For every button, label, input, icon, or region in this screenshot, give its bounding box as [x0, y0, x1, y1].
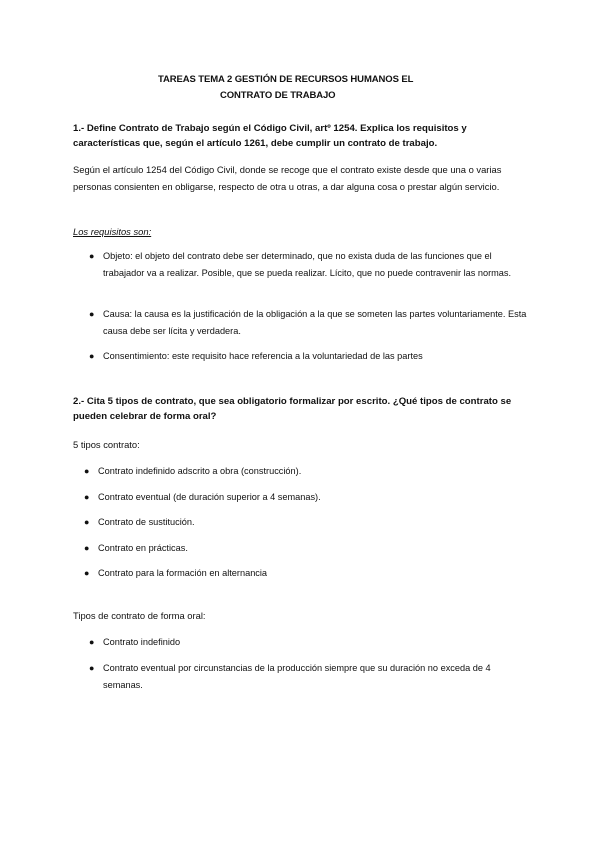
bullet-icon: ●	[89, 251, 95, 261]
bullet-icon: ●	[84, 466, 90, 476]
contrato-oral-text: Contrato eventual por circunstancias de la producción siempre que su duración no exceda de 4 semanas.	[103, 663, 491, 690]
bullet-icon: ●	[84, 543, 90, 553]
question-1-heading: 1.- Define Contrato de Trabajo según el Código Civil, artº 1254. Explica los requisitos y características que, según el artículo 1261, debe cumplir un contrato de trabajo.	[73, 123, 467, 149]
tipo-contrato-item	[84, 463, 528, 480]
bullet-icon: ●	[84, 568, 90, 578]
requisitos-label: Los requisitos son:	[73, 226, 152, 237]
requisito-consentimiento-text: Consentimiento: este requisito hace referencia a la voluntariedad de las partes	[103, 351, 423, 361]
document-title-line-1: TAREAS TEMA 2 GESTIÓN DE RECURSOS HUMANOS EL	[158, 74, 414, 85]
question-1-answer: Según el artículo 1254 del Código Civil, donde se recoge que el contrato existe desde que una o varias personas consienten en obligarse, respecto de otra u otras, a dar alguna cosa o prestar algún servicio.	[73, 164, 502, 192]
requisito-objeto	[89, 248, 533, 282]
tipo-contrato-item	[84, 565, 528, 582]
question-2-heading: 2.- Cita 5 tipos de contrato, que sea obligatorio formalizar por escrito. ¿Qué tipos de contrato se pueden celebrar de forma oral?	[73, 396, 512, 422]
contrato-oral-item	[89, 660, 533, 694]
bullet-icon: ●	[89, 663, 95, 673]
tipo-contrato-text: Contrato indefinido adscrito a obra (construcción).	[98, 466, 302, 476]
tipo-contrato-text: Contrato eventual (de duración superior a 4 semanas).	[98, 492, 321, 502]
contrato-oral-item	[89, 634, 533, 651]
bullet-icon: ●	[89, 351, 95, 361]
requisito-causa	[89, 306, 533, 340]
tipo-contrato-text: Contrato de sustitución.	[98, 517, 195, 527]
tipo-contrato-item	[84, 540, 528, 557]
contrato-oral-text: Contrato indefinido	[103, 637, 181, 647]
tipo-contrato-text: Contrato para la formación en alternancia	[98, 568, 268, 578]
tipo-contrato-item	[84, 489, 528, 506]
bullet-icon: ●	[89, 309, 95, 319]
bullet-icon: ●	[84, 492, 90, 502]
tipo-contrato-item	[84, 514, 528, 531]
tipo-contrato-text: Contrato en prácticas.	[98, 543, 188, 553]
contrato-oral-label: Tipos de contrato de forma oral:	[73, 610, 206, 621]
document-title-line-2: CONTRATO DE TRABAJO	[220, 90, 336, 101]
requisito-consentimiento	[89, 348, 533, 365]
tipos-contrato-label: 5 tipos contrato:	[73, 439, 140, 450]
bullet-icon: ●	[84, 517, 90, 527]
requisito-objeto-text: Objeto: el objeto del contrato debe ser determinado, que no exista duda de las funciones que el trabajador va a realizar. Posible, que se pueda realizar. Lícito, que no puede contravenir las normas.	[103, 251, 512, 278]
requisito-causa-text: Causa: la causa es la justificación de la obligación a la que se someten las partes voluntariamente. Esta causa debe ser lícita y verdadera.	[103, 309, 527, 336]
bullet-icon: ●	[89, 637, 95, 647]
